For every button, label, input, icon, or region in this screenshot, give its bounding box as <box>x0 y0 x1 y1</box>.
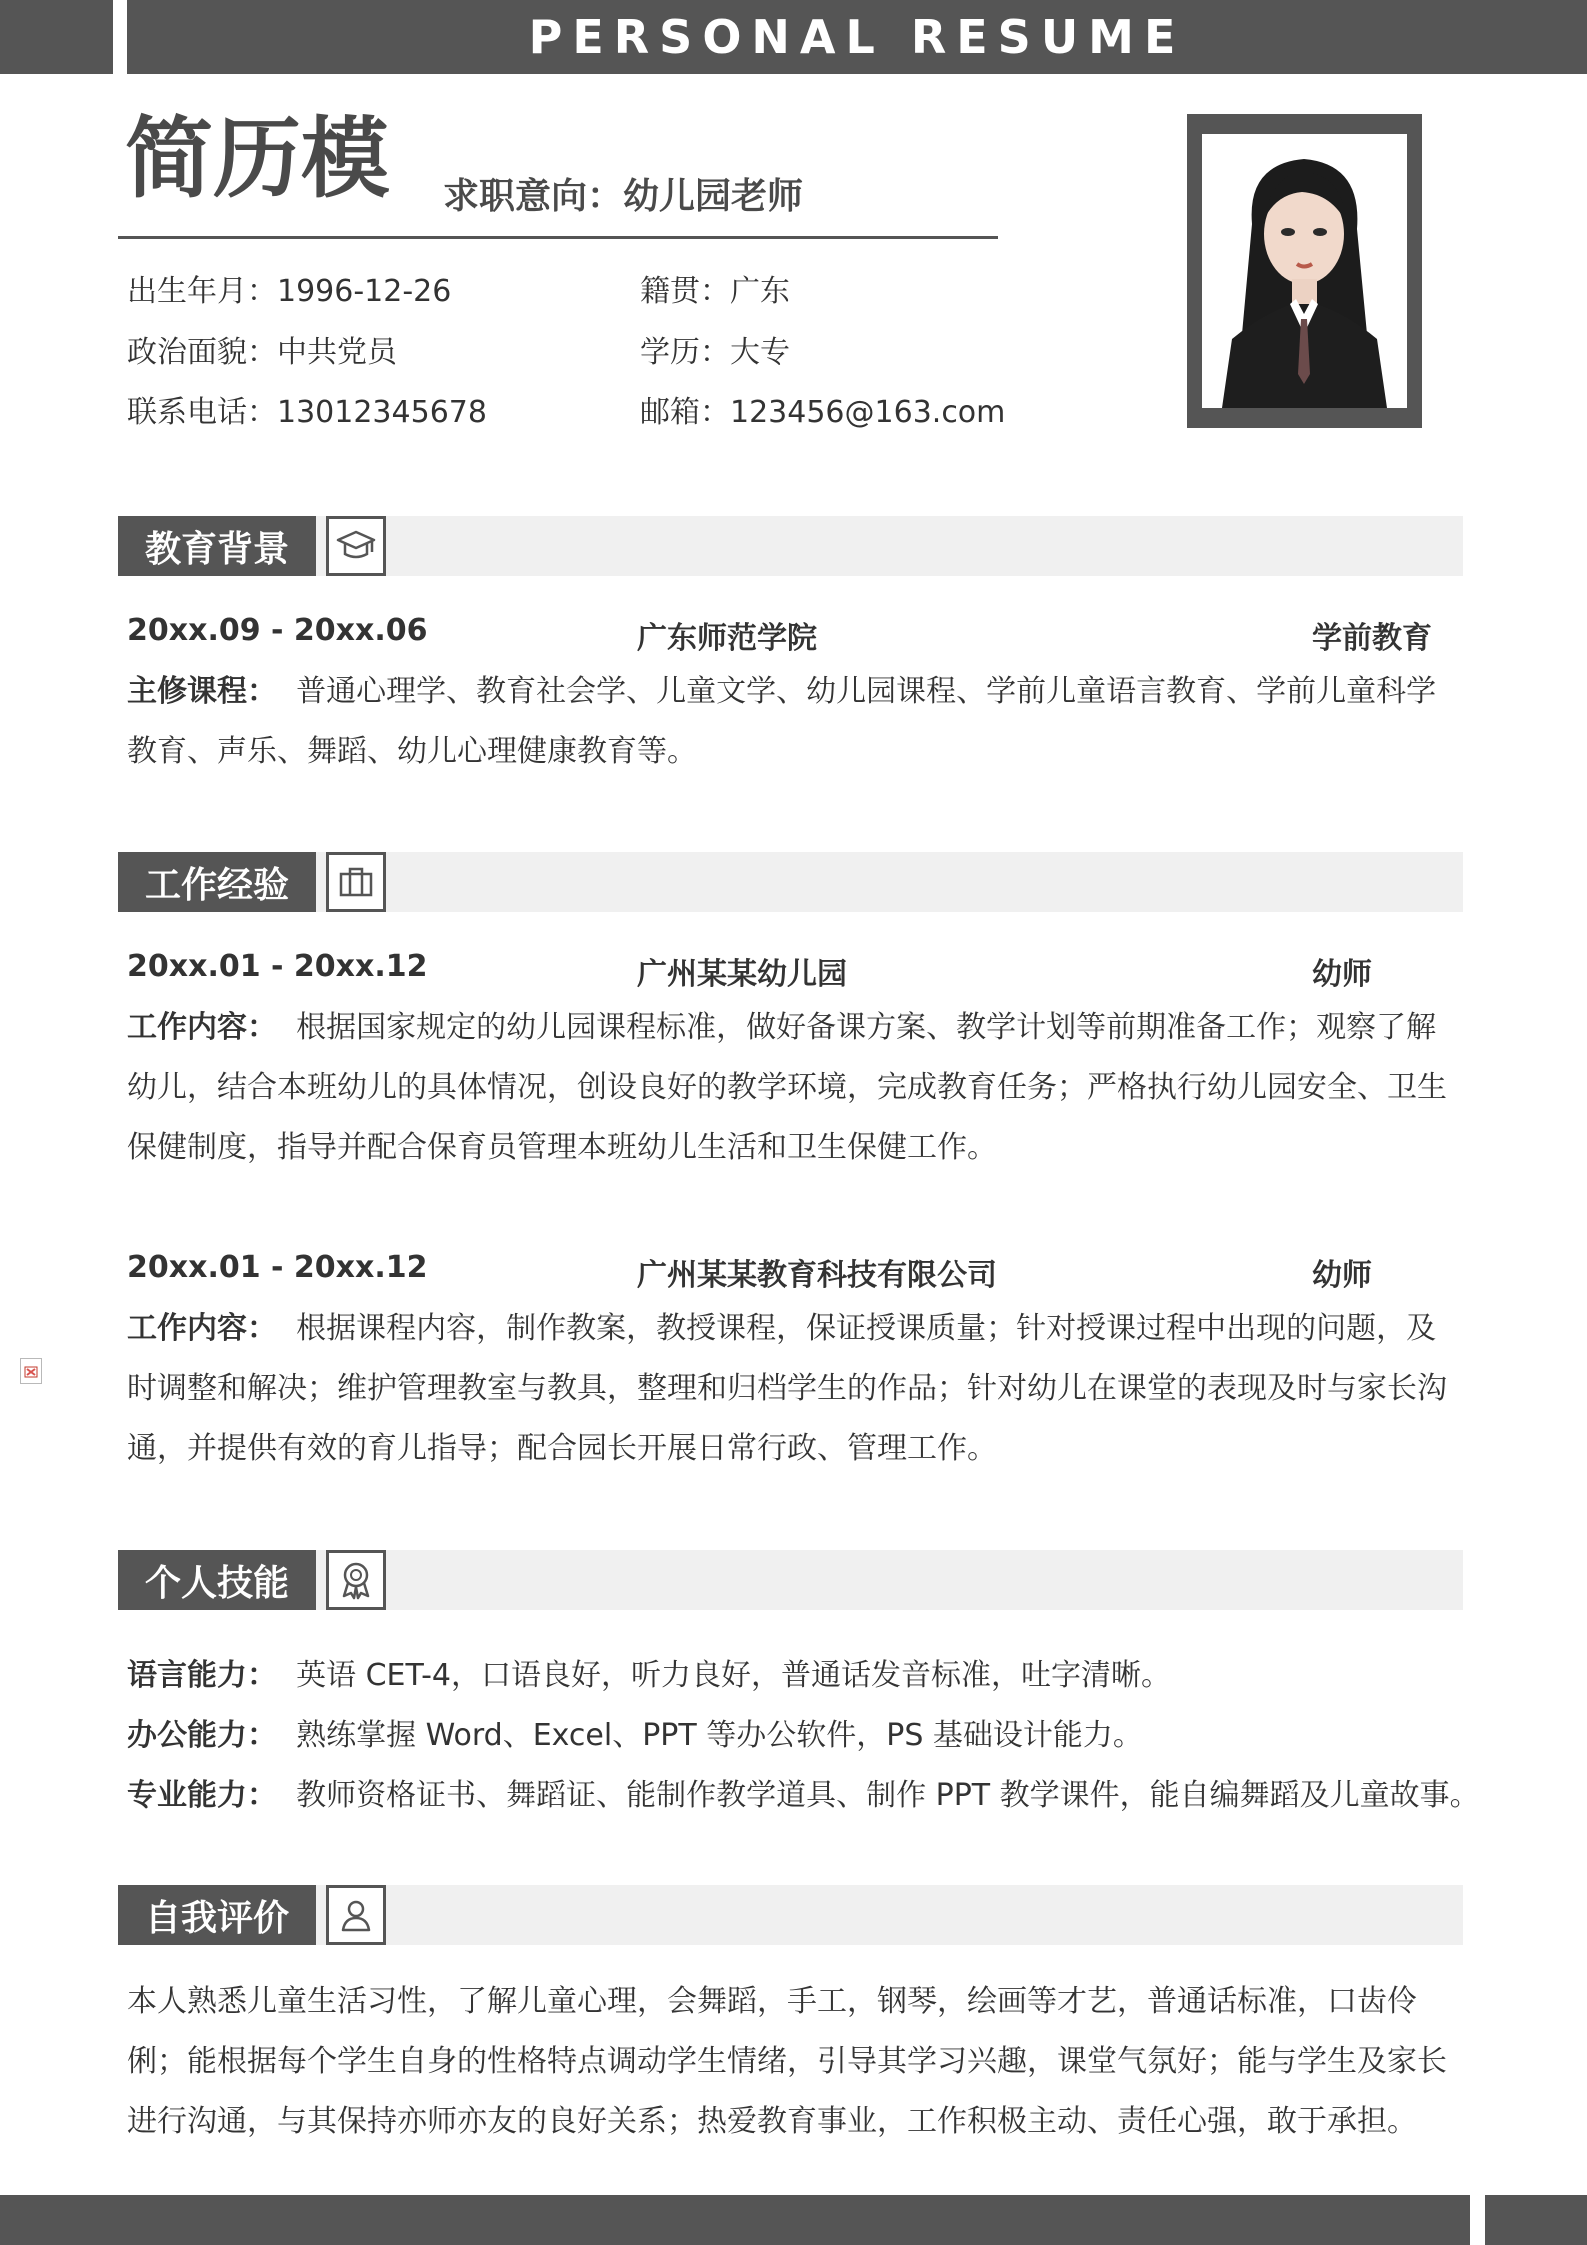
job-2-role: 幼师 <box>1312 1258 1372 1293</box>
education-school: 广东师范学院 <box>637 621 817 656</box>
job-2-period: 20xx.01 - 20xx.12 <box>127 1250 428 1285</box>
education-period: 20xx.09 - 20xx.06 <box>127 613 428 648</box>
job-2-content-label: 工作内容： <box>127 1311 277 1346</box>
courses-label: 主修课程： <box>127 674 277 709</box>
job-intent-label: 求职意向： <box>443 176 624 217</box>
info-hometown: 籍贯：广东 <box>640 274 790 309</box>
skill-language-label: 语言能力： <box>127 1658 277 1693</box>
job-1-role: 幼师 <box>1312 957 1372 992</box>
photo-frame <box>1187 114 1422 428</box>
info-phone: 联系电话：13012345678 <box>127 395 487 430</box>
job-2-content-text: 根据课程内容，制作教案，教授课程，保证授课质量；针对授课过程中出现的问题，及时调整和解决；维护管理教室与教具，整理和归档学生的作品；针对幼儿在课堂的表现及时与家长沟通，并提供有效的育儿指导；配合园长开展日常行政、管理工作。 <box>127 1311 1447 1466</box>
skills-section-header <box>118 1550 1463 1610</box>
broken-image-icon <box>20 1358 42 1384</box>
job-1-content <box>127 998 1452 1178</box>
info-email: 邮箱：123456@163.com <box>640 395 1006 430</box>
skill-office-text: 熟练掌握 Word、Excel、PPT 等办公软件，PS 基础设计能力。 <box>296 1718 1143 1753</box>
top-banner <box>127 0 1587 74</box>
courses-text: 普通心理学、教育社会学、儿童文学、幼儿园课程、学前儿童语言教育、学前儿童科学教育、声乐、舞蹈、幼儿心理健康教育等。 <box>127 674 1437 769</box>
job-intent-value: 幼儿园老师 <box>623 176 804 217</box>
job-2-content <box>127 1299 1452 1479</box>
graduation-cap-icon <box>326 516 386 576</box>
bottom-bar <box>0 2195 1470 2245</box>
skill-professional <box>127 1770 1480 1814</box>
education-major: 学前教育 <box>1312 621 1432 656</box>
info-politics: 政治面貌：中共党员 <box>127 335 397 370</box>
skill-language <box>127 1650 1171 1694</box>
skill-office-label: 办公能力： <box>127 1718 277 1753</box>
resume-name: 简历模 <box>125 107 390 210</box>
job-1-content-label: 工作内容： <box>127 1010 277 1045</box>
skill-professional-text: 教师资格证书、舞蹈证、能制作教学道具、制作 PPT 教学课件，能自编舞蹈及儿童故事。 <box>296 1778 1480 1813</box>
self-eval-text: 本人熟悉儿童生活习性，了解儿童心理，会舞蹈，手工，钢琴，绘画等才艺，普通话标准，口齿伶俐；能根据每个学生自身的性格特点调动学生情绪，引导其学习兴趣，课堂气氛好；能与学生及家长进行沟通，与其保持亦师亦友的良好关系；热爱教育事业，工作积极主动、责任心强，敢于承担。 <box>127 1984 1447 2139</box>
work-section-header <box>118 852 1463 912</box>
job-1-period: 20xx.01 - 20xx.12 <box>127 949 428 984</box>
skills-section-title: 个人技能 <box>118 1550 316 1610</box>
skill-language-text: 英语 CET-4，口语良好，听力良好，普通话发音标准，吐字清晰。 <box>296 1658 1171 1693</box>
header-divider <box>118 236 998 239</box>
education-courses <box>127 662 1452 782</box>
job-1-content-text: 根据国家规定的幼儿园课程标准，做好备课方案、教学计划等前期准备工作；观察了解幼儿，结合本班幼儿的具体情况，创设良好的教学环境，完成教育任务；严格执行幼儿园安全、卫生保健制度，指导并配合保育员管理本班幼儿生活和卫生保健工作。 <box>127 1010 1447 1165</box>
info-education-level: 学历：大专 <box>640 335 790 370</box>
user-icon <box>326 1885 386 1945</box>
self-eval-section-title: 自我评价 <box>118 1885 316 1945</box>
briefcase-icon <box>326 852 386 912</box>
skill-office <box>127 1710 1143 1754</box>
profile-photo <box>1202 134 1407 408</box>
job-1-company: 广州某某幼儿园 <box>637 957 847 992</box>
job-2-company: 广州某某教育科技有限公司 <box>637 1258 997 1293</box>
education-section-title: 教育背景 <box>118 516 316 576</box>
bottom-bar-right-block <box>1485 2195 1587 2245</box>
info-birth: 出生年月：1996-12-26 <box>127 274 452 309</box>
banner-title: PERSONAL RESUME <box>528 10 1186 64</box>
award-ribbon-icon <box>326 1550 386 1610</box>
skill-professional-label: 专业能力： <box>127 1778 277 1813</box>
education-section-header <box>118 516 1463 576</box>
work-section-title: 工作经验 <box>118 852 316 912</box>
job-intent <box>443 168 803 219</box>
self-eval-section-header <box>118 1885 1463 1945</box>
top-bar-left-block <box>0 0 113 74</box>
